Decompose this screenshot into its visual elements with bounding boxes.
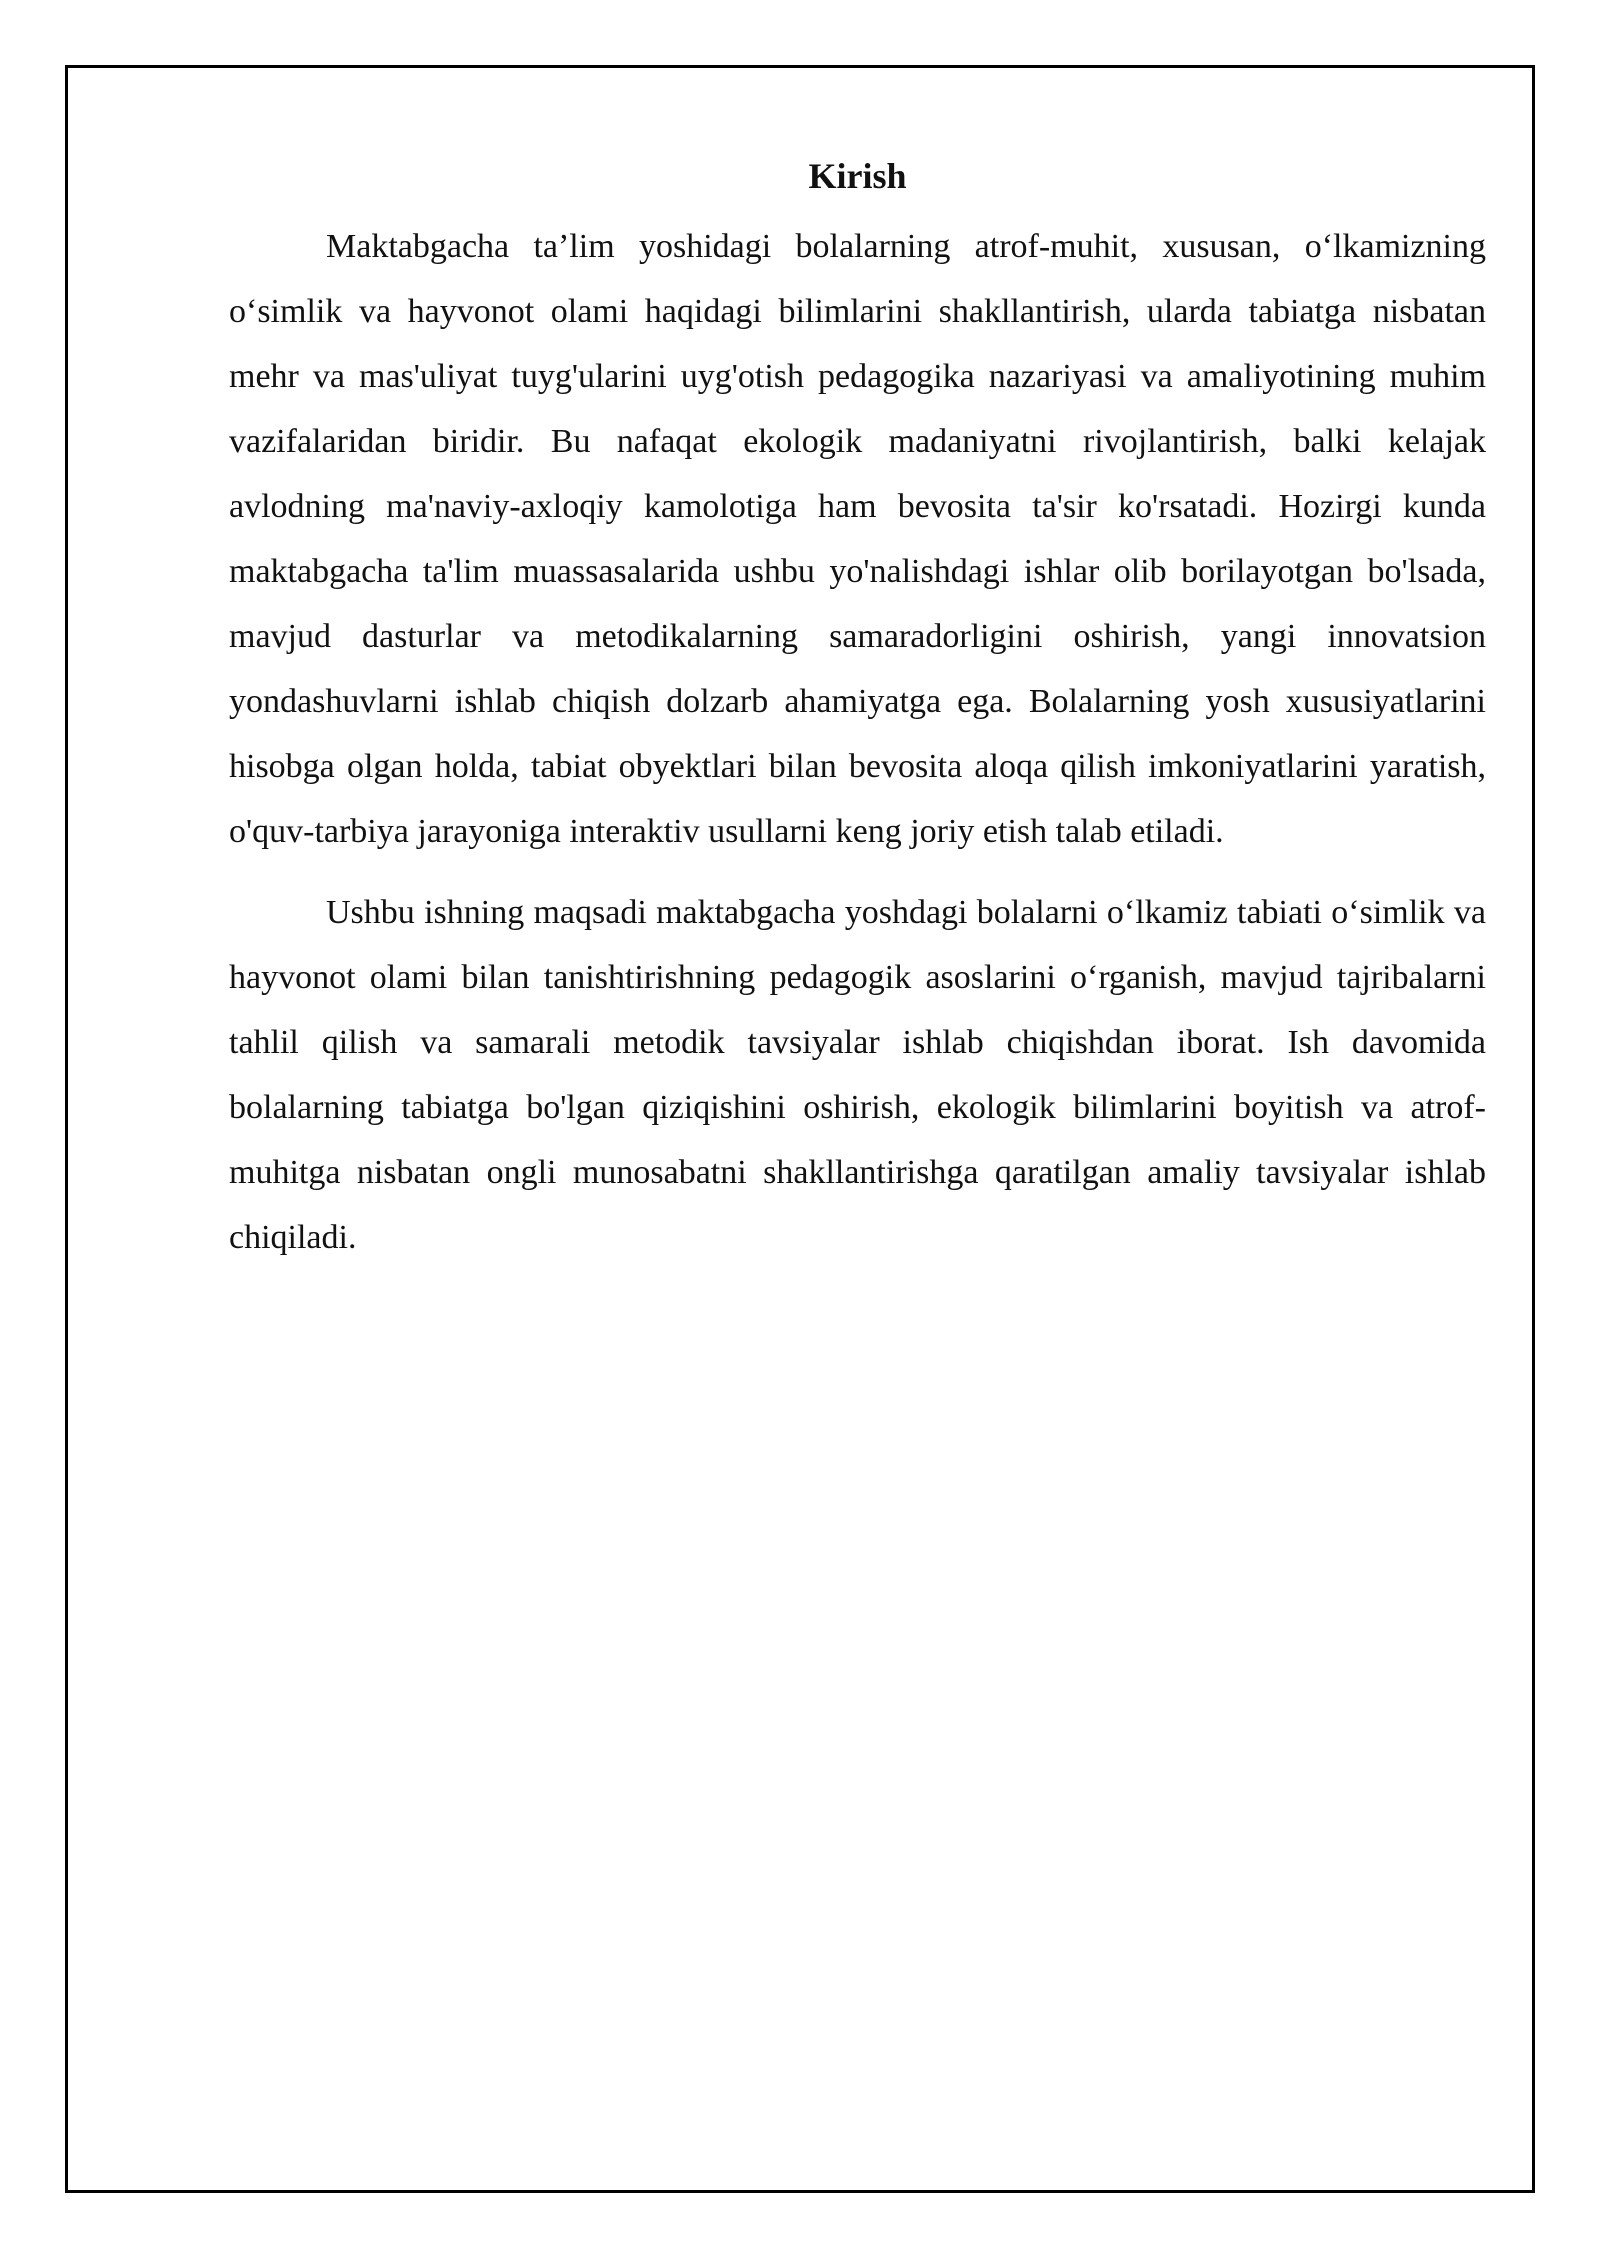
- document-body: [229, 150, 1486, 1286]
- paragraph-purpose: Ushbu ishning maqsadi maktabgacha yoshdagi bolalarni o‘lkamiz tabiati o‘simlik va hayvonot olami bilan tanishtirishning pedagogik asoslarini o‘rganish, mavjud tajribalarni tahlil qilish va samarali metodik tavsiyalar ishlab chiqishdan iborat. Ish davomida bolalarning tabiatga bo'lgan qiziqishini oshirish, ekologik bilimlarini boyitish va atrof-muhitga nisbatan ongli munosabatni shakllantirishga qaratilgan amaliy tavsiyalar ishlab chiqiladi.: [229, 894, 1486, 1256]
- paragraph-intro: Maktabgacha ta’lim yoshidagi bolalarning atrof-muhit, xususan, o‘lkamizning o‘simlik va hayvonot olami haqidagi bilimlarini shakllantirish, ularda tabiatga nisbatan mehr va mas'uliyat tuyg'ularini uyg'otish pedagogika nazariyasi va amaliyotining muhim vazifalaridan biridir. Bu nafaqat ekologik madaniyatni rivojlantirish, balki kelajak avlodning ma'naviy-axloqiy kamolotiga ham bevosita ta'sir ko'rsatadi. Hozirgi kunda maktabgacha ta'lim muassasalarida ushbu yo'nalishdagi ishlar olib borilayotgan bo'lsada, mavjud dasturlar va metodikalarning samaradorligini oshirish, yangi innovatsion yondashuvlarni ishlab chiqish dolzarb ahamiyatga ega. Bolalarning yosh xususiyatlarini hisobga olgan holda, tabiat obyektlari bilan bevosita aloqa qilish imkoniyatlarini yaratish, o'quv-tarbiya jarayoniga interaktiv usullarni keng joriy etish talab etiladi.: [229, 228, 1486, 850]
- document-title: Kirish: [808, 156, 907, 196]
